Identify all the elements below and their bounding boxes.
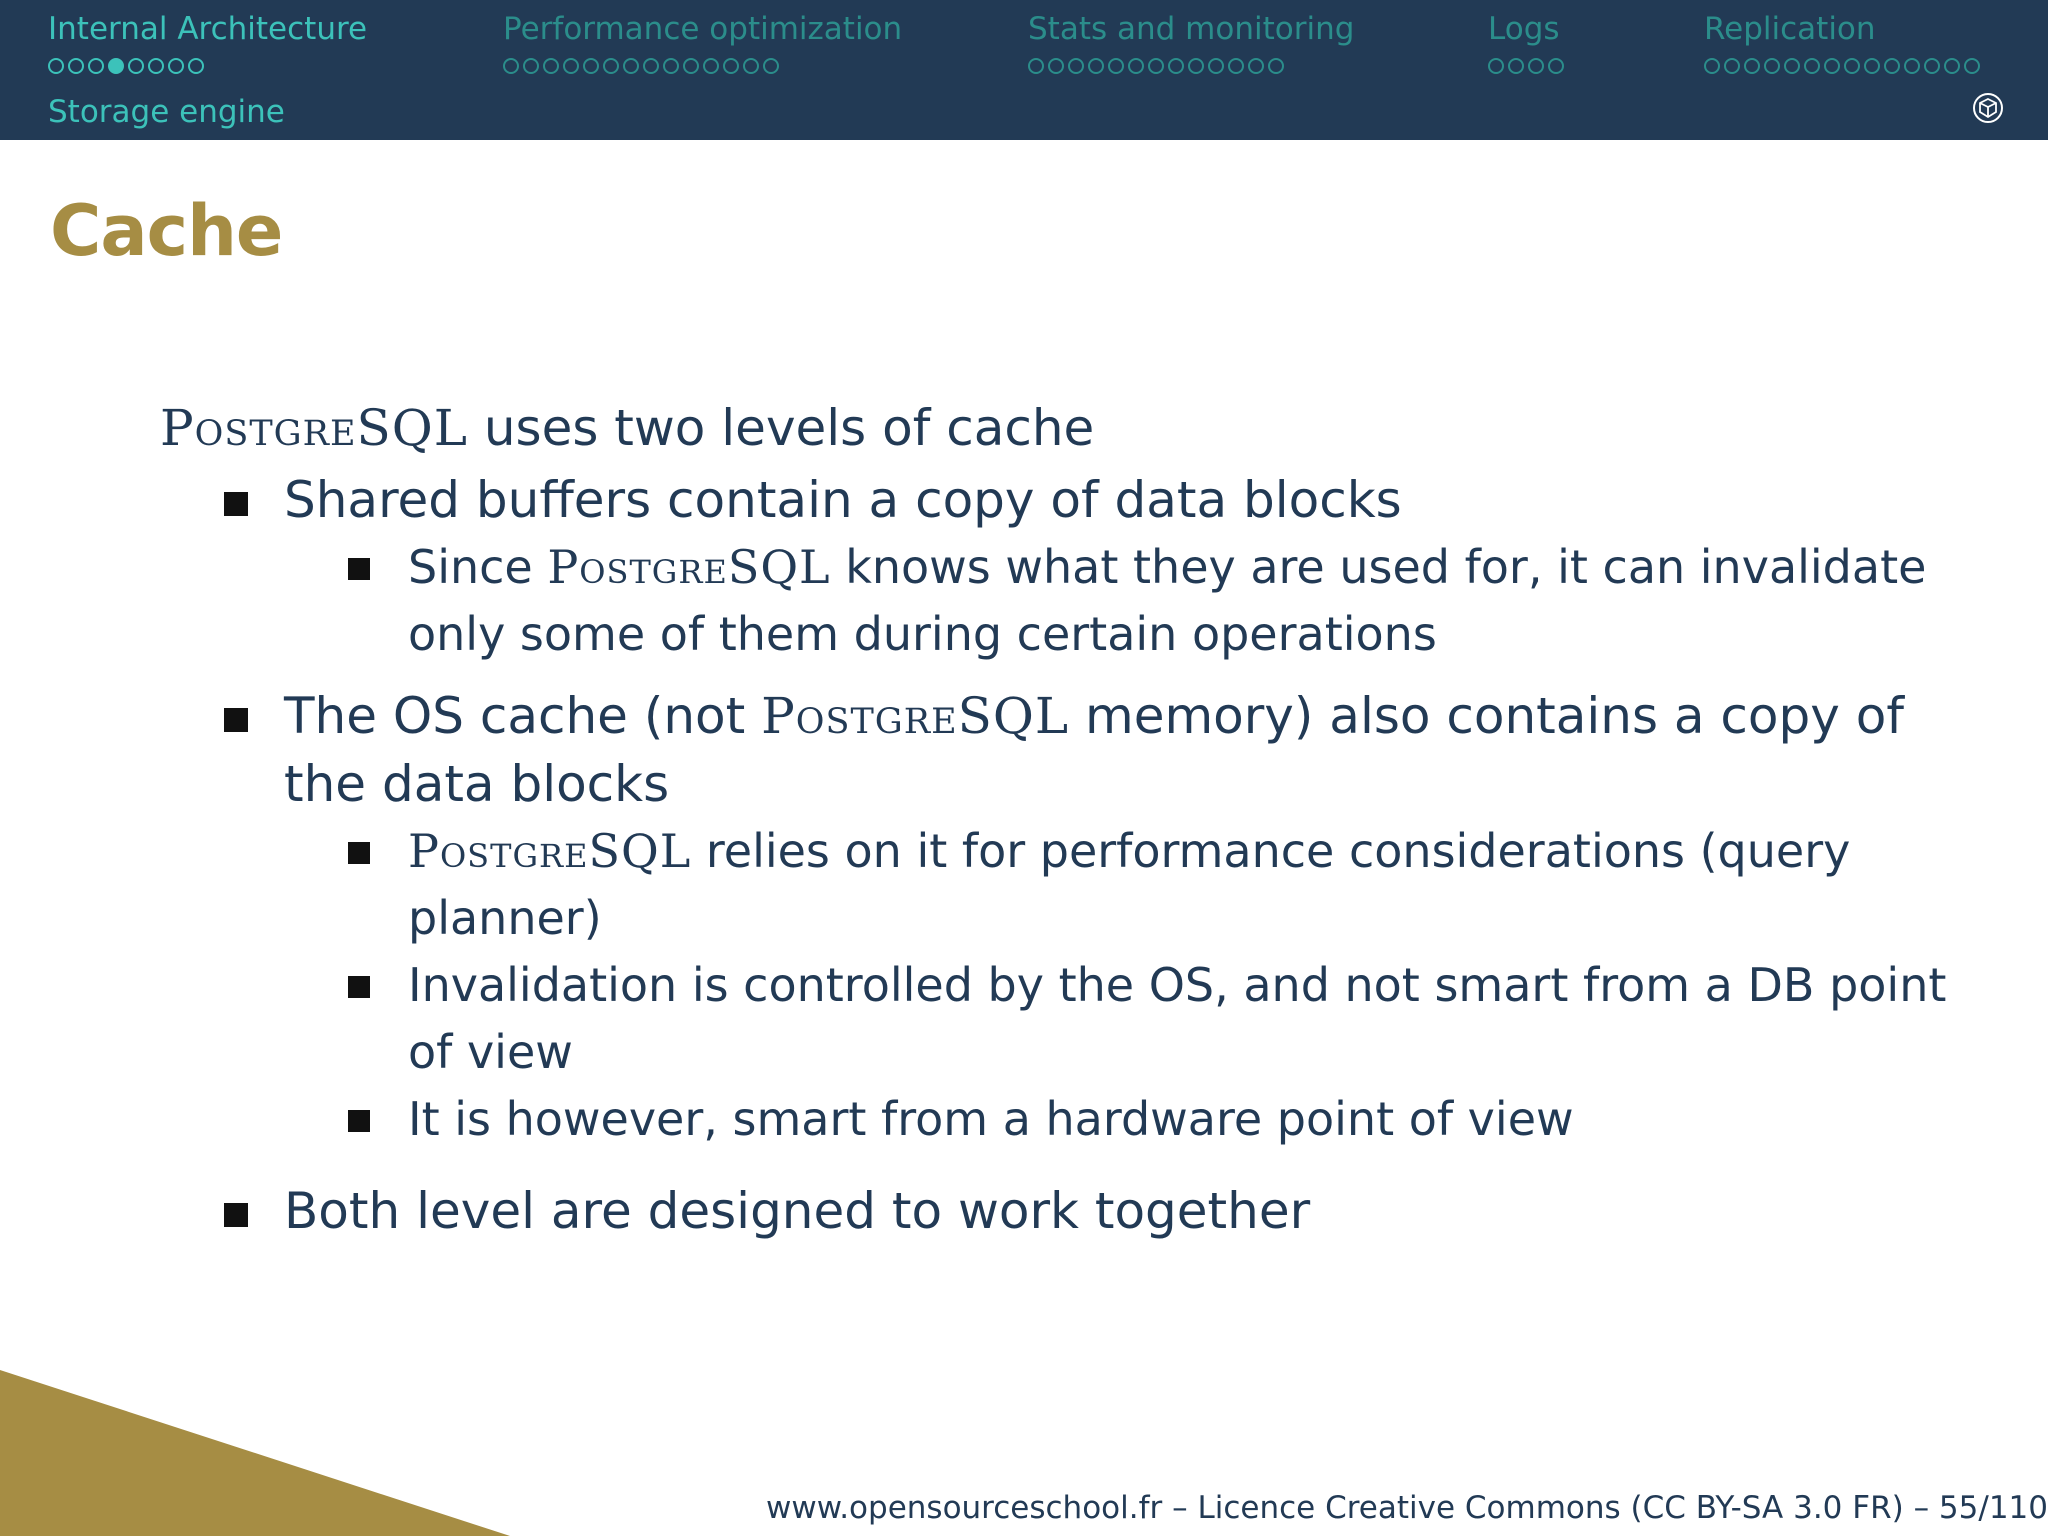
- bullet-shared-buffers: [284, 466, 1960, 534]
- nav-dot[interactable]: [1508, 58, 1524, 74]
- nav-dot[interactable]: [1188, 58, 1204, 74]
- nav-dot[interactable]: [1128, 58, 1144, 74]
- nav-dot[interactable]: [1724, 58, 1740, 74]
- nav-section-performance-optimization[interactable]: [503, 8, 902, 78]
- nav-dot[interactable]: [128, 58, 144, 74]
- nav-section-label[interactable]: Stats and monitoring: [1028, 11, 1355, 47]
- bullet-work-together: [284, 1177, 1960, 1245]
- footer-license: www.opensourceschool.fr – Licence Creative Commons (CC BY-SA 3.0 FR) – 55/110: [765, 1490, 2048, 1526]
- sub-bullet-invalidation-os: [408, 952, 1960, 1086]
- slide-content: [160, 390, 1960, 1245]
- nav-dot[interactable]: [703, 58, 719, 74]
- nav-section-replication[interactable]: [1704, 8, 1980, 78]
- sub-bullet-invalidate: [408, 534, 1960, 668]
- nav-section-stats-and-monitoring[interactable]: [1028, 8, 1354, 78]
- nav-dot[interactable]: [523, 58, 539, 74]
- cube-logo-icon: [1972, 92, 2004, 124]
- intro-text: uses two levels of cache: [467, 399, 1095, 457]
- nav-dot[interactable]: [743, 58, 759, 74]
- nav-dot[interactable]: [1904, 58, 1920, 74]
- nav-dot[interactable]: [663, 58, 679, 74]
- bullet-text: Invalidation is controlled by the OS, and not smart from a DB point of view: [408, 958, 1947, 1079]
- navigation-bar: [0, 0, 2048, 140]
- nav-dot[interactable]: [1068, 58, 1084, 74]
- nav-dot[interactable]: [1884, 58, 1900, 74]
- nav-dot[interactable]: [503, 58, 519, 74]
- nav-dot[interactable]: [148, 58, 164, 74]
- nav-dot[interactable]: [763, 58, 779, 74]
- nav-dot[interactable]: [1824, 58, 1840, 74]
- nav-dot[interactable]: [1924, 58, 1940, 74]
- nav-section-label[interactable]: Logs: [1488, 11, 1560, 47]
- nav-dot[interactable]: [603, 58, 619, 74]
- bullet-square-icon: [224, 492, 248, 516]
- nav-dot[interactable]: [1108, 58, 1124, 74]
- bullet-square-icon: [348, 976, 370, 998]
- nav-dot[interactable]: [643, 58, 659, 74]
- nav-dot[interactable]: [1028, 58, 1044, 74]
- nav-dot[interactable]: [583, 58, 599, 74]
- nav-dot[interactable]: [1804, 58, 1820, 74]
- nav-dot[interactable]: [108, 58, 124, 74]
- nav-dot[interactable]: [68, 58, 84, 74]
- nav-section-label[interactable]: Replication: [1704, 11, 1876, 47]
- bullet-os-cache: [284, 682, 1960, 818]
- nav-dot[interactable]: [48, 58, 64, 74]
- decorative-corner-triangle: [0, 1370, 510, 1536]
- nav-dot[interactable]: [1228, 58, 1244, 74]
- bullet-text: Shared buffers contain a copy of data blocks: [284, 471, 1402, 529]
- nav-dot[interactable]: [1268, 58, 1284, 74]
- bullet-text-prefix: The OS cache (not: [284, 687, 762, 745]
- nav-dot[interactable]: [88, 58, 104, 74]
- nav-dot[interactable]: [1864, 58, 1880, 74]
- nav-dot[interactable]: [1704, 58, 1720, 74]
- product-name: PostgreSQL: [408, 824, 692, 878]
- bullet-square-icon: [348, 842, 370, 864]
- nav-dot[interactable]: [1844, 58, 1860, 74]
- nav-dots: [1488, 54, 1564, 78]
- nav-dots: [503, 54, 902, 78]
- slide-title: Cache: [50, 190, 283, 272]
- bullet-text: It is however, smart from a hardware point of view: [408, 1092, 1574, 1146]
- bullet-text-suffix: memory) also contains a copy of the data blocks: [284, 687, 1904, 813]
- nav-dot[interactable]: [1048, 58, 1064, 74]
- nav-dot[interactable]: [1744, 58, 1760, 74]
- nav-dot[interactable]: [723, 58, 739, 74]
- bullet-square-icon: [348, 558, 370, 580]
- nav-dot[interactable]: [683, 58, 699, 74]
- nav-dot[interactable]: [1944, 58, 1960, 74]
- nav-dot[interactable]: [1248, 58, 1264, 74]
- nav-section-label[interactable]: Internal Architecture: [48, 11, 368, 47]
- nav-dot[interactable]: [1088, 58, 1104, 74]
- nav-dots: [1028, 54, 1354, 78]
- nav-section-logs[interactable]: [1488, 8, 1564, 78]
- nav-dot[interactable]: [1148, 58, 1164, 74]
- nav-dot[interactable]: [1208, 58, 1224, 74]
- nav-dots: [1704, 54, 1980, 78]
- nav-dot[interactable]: [563, 58, 579, 74]
- product-name: PostgreSQL: [761, 687, 1070, 745]
- bullet-square-icon: [348, 1110, 370, 1132]
- nav-dot[interactable]: [188, 58, 204, 74]
- nav-dot[interactable]: [1784, 58, 1800, 74]
- nav-section-internal-architecture[interactable]: [48, 8, 367, 78]
- nav-dot[interactable]: [1528, 58, 1544, 74]
- bullet-text-suffix: knows what they are used for, it can invalidate only some of them during certain operations: [408, 540, 1927, 661]
- nav-dot[interactable]: [1488, 58, 1504, 74]
- nav-dot[interactable]: [543, 58, 559, 74]
- bullet-square-icon: [224, 1203, 248, 1227]
- product-name: PostgreSQL: [547, 540, 831, 594]
- nav-dot[interactable]: [623, 58, 639, 74]
- intro-line: [160, 390, 1960, 466]
- sub-bullet-query-planner: [408, 818, 1960, 952]
- nav-subsection-storage-engine[interactable]: Storage engine: [48, 94, 285, 130]
- nav-dot[interactable]: [1964, 58, 1980, 74]
- nav-dot[interactable]: [1764, 58, 1780, 74]
- nav-dots: [48, 54, 367, 78]
- bullet-square-icon: [224, 708, 248, 732]
- product-name: PostgreSQL: [160, 399, 468, 457]
- nav-dot[interactable]: [1548, 58, 1564, 74]
- nav-section-label[interactable]: Performance optimization: [503, 11, 903, 47]
- bullet-text-suffix: relies on it for performance considerations (query planner): [408, 824, 1851, 945]
- nav-dot[interactable]: [168, 58, 184, 74]
- bullet-text-prefix: Since: [408, 540, 548, 594]
- nav-dot[interactable]: [1168, 58, 1184, 74]
- sub-bullet-hardware: [408, 1086, 1960, 1153]
- bullet-text: Both level are designed to work together: [284, 1182, 1311, 1240]
